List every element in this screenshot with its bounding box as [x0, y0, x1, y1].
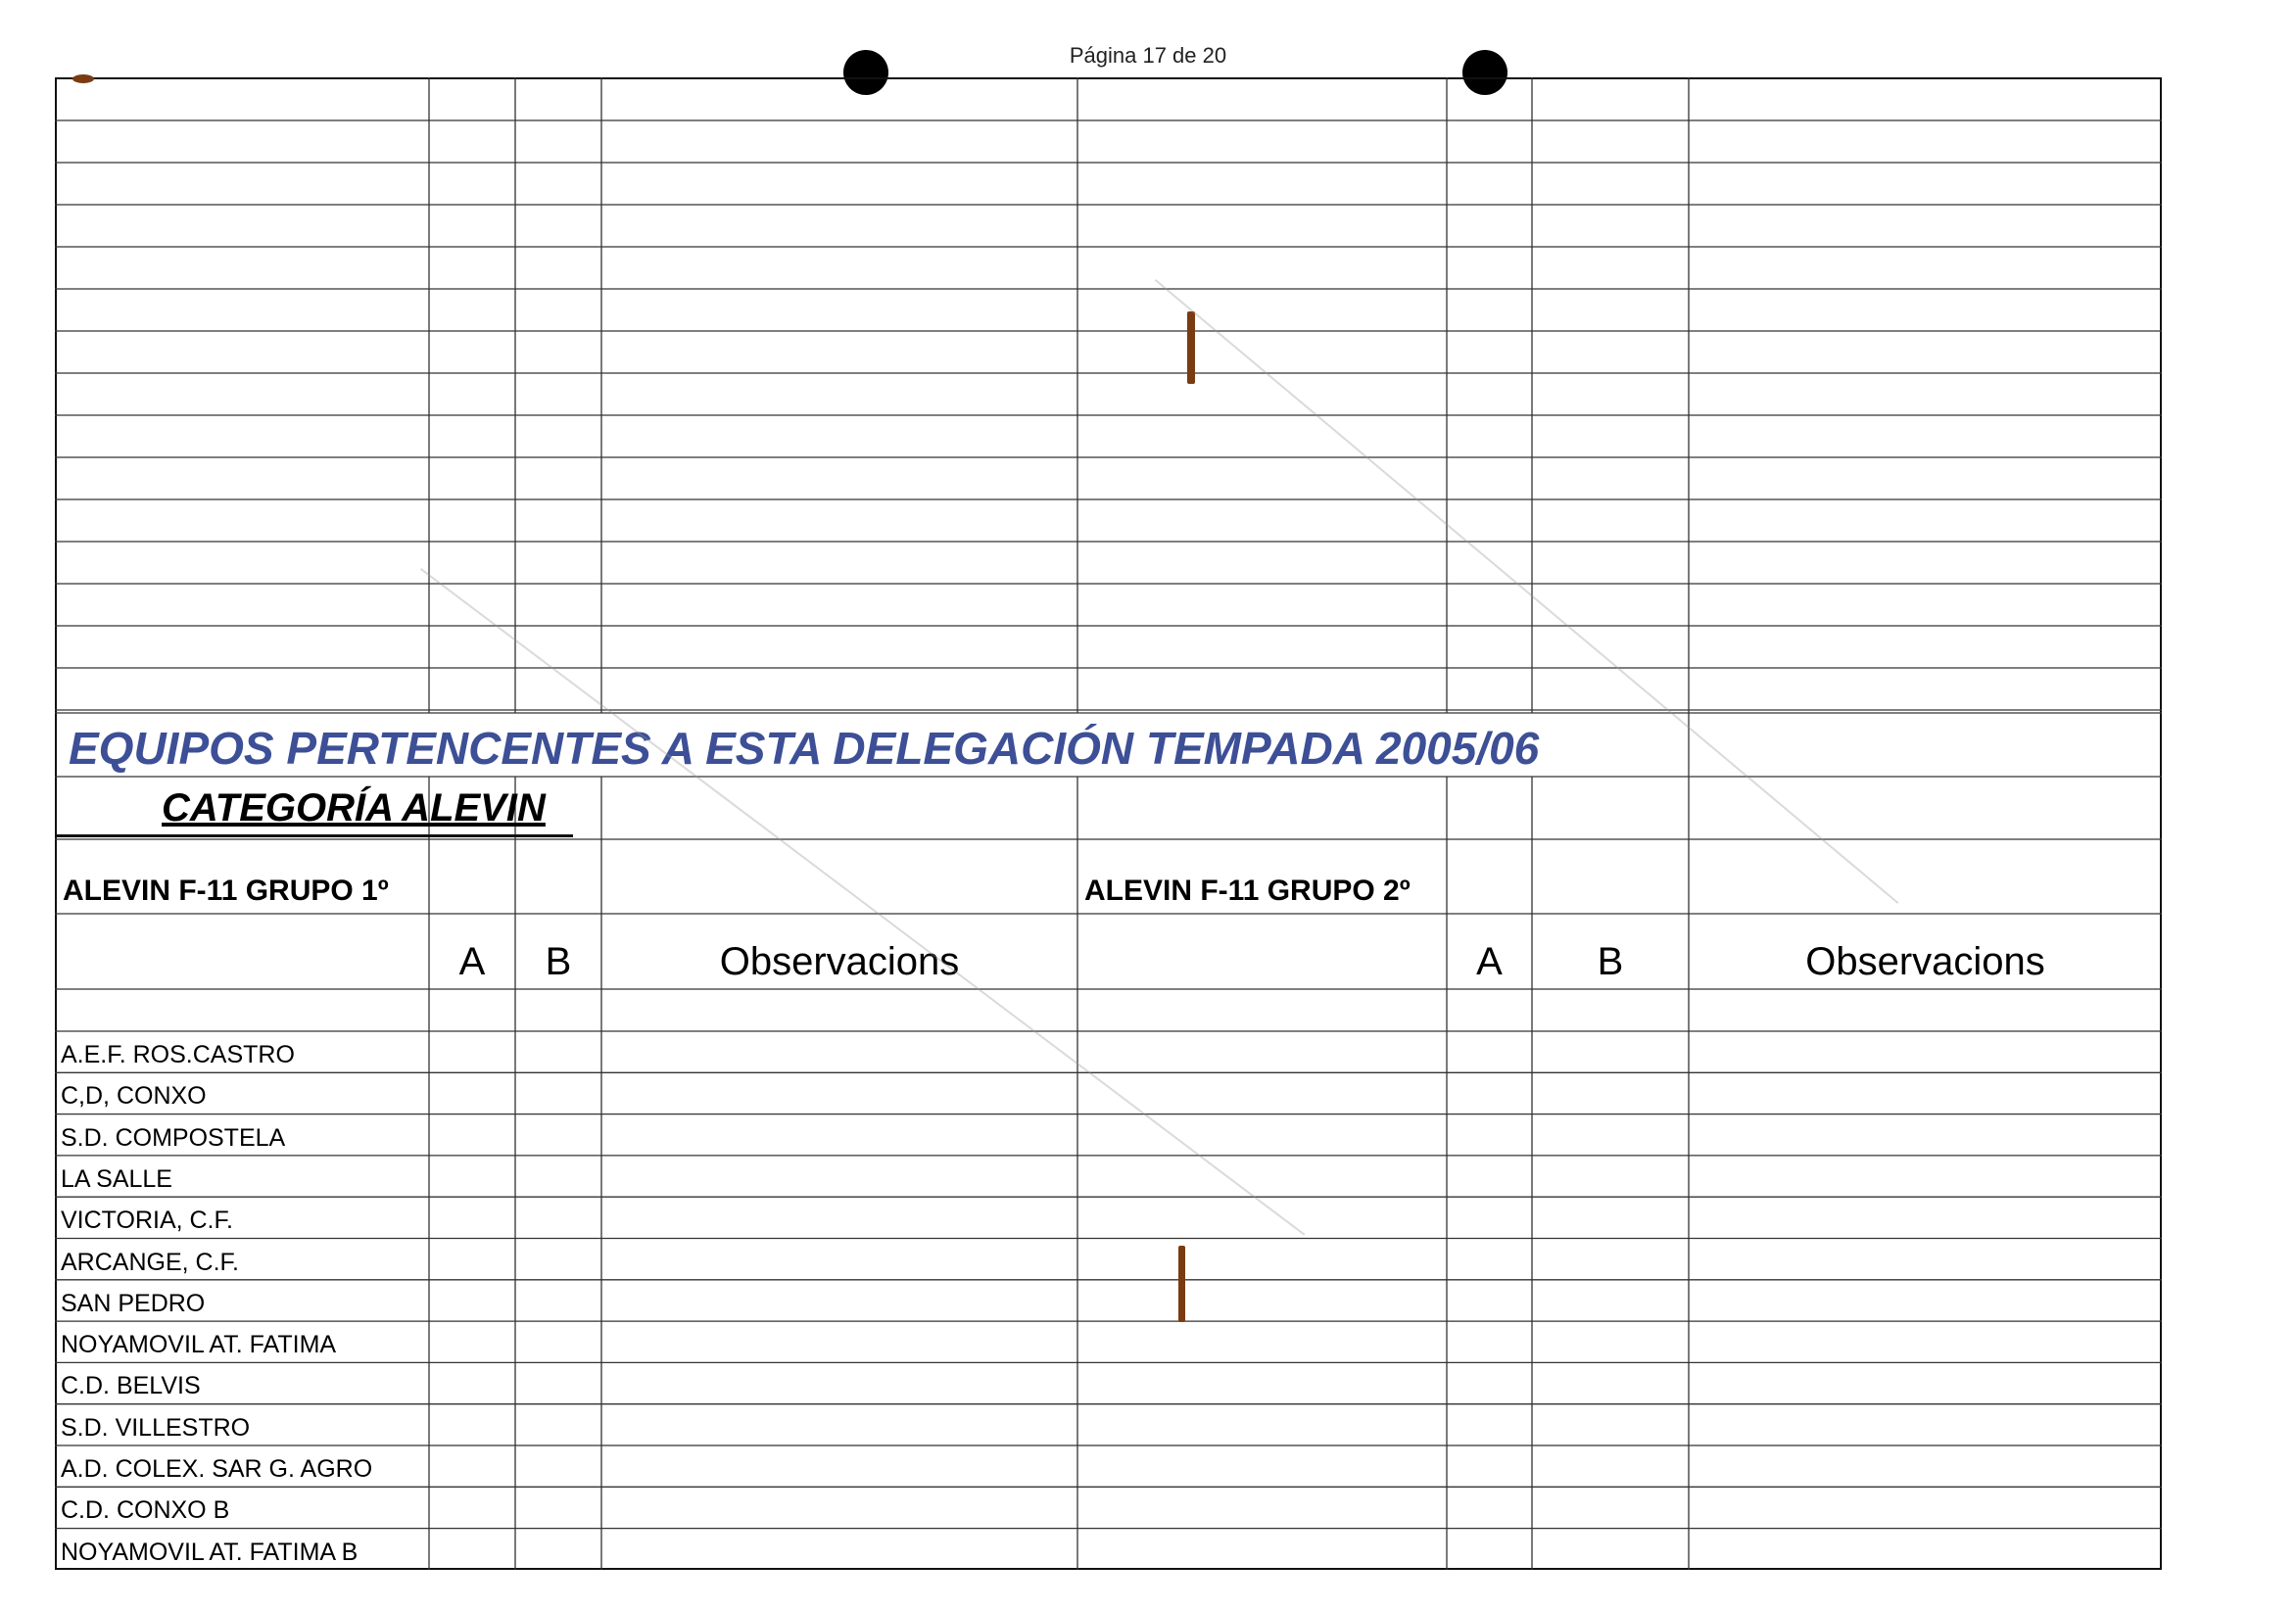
ink-mark	[72, 74, 94, 83]
team-name: C,D, CONXO	[61, 1082, 207, 1111]
team-name: C.D. BELVIS	[61, 1372, 201, 1400]
group1-title: ALEVIN F-11 GRUPO 1º	[63, 875, 389, 907]
ink-stain	[1187, 311, 1195, 384]
group2-col-b-header: B	[1597, 940, 1624, 983]
team-name: LA SALLE	[61, 1164, 172, 1193]
team-name: VICTORIA, C.F.	[61, 1207, 233, 1235]
group1-observations-header: Observacions	[719, 940, 960, 983]
category-title: CATEGORÍA ALEVIN	[162, 786, 546, 829]
team-name: NOYAMOVIL AT. FATIMA	[61, 1331, 337, 1359]
team-name: S.D. VILLESTRO	[61, 1413, 251, 1442]
team-name: SAN PEDRO	[61, 1289, 206, 1317]
team-name: S.D. COMPOSTELA	[61, 1123, 286, 1152]
group2-col-a-header: A	[1476, 940, 1503, 983]
team-name: ARCANGE, C.F.	[61, 1248, 239, 1276]
page-number: Página 17 de 20	[1069, 43, 1227, 68]
team-name: A.E.F. ROS.CASTRO	[61, 1041, 295, 1068]
ink-stain	[1178, 1246, 1185, 1322]
group2-title: ALEVIN F-11 GRUPO 2º	[1084, 875, 1411, 907]
group1-col-b-header: B	[545, 940, 572, 983]
sheet-title: EQUIPOS PERTENCENTES A ESTA DELEGACIÓN TEMPADA 2005/06	[69, 723, 1540, 774]
group2-observations-header: Observacions	[1805, 940, 2045, 983]
group1-col-a-header: A	[458, 940, 486, 983]
team-name: A.D. COLEX. SAR G. AGRO	[61, 1455, 373, 1483]
team-name: C.D. CONXO B	[61, 1496, 230, 1525]
team-name: NOYAMOVIL AT. FATIMA B	[61, 1538, 359, 1566]
category-rule	[57, 834, 573, 837]
